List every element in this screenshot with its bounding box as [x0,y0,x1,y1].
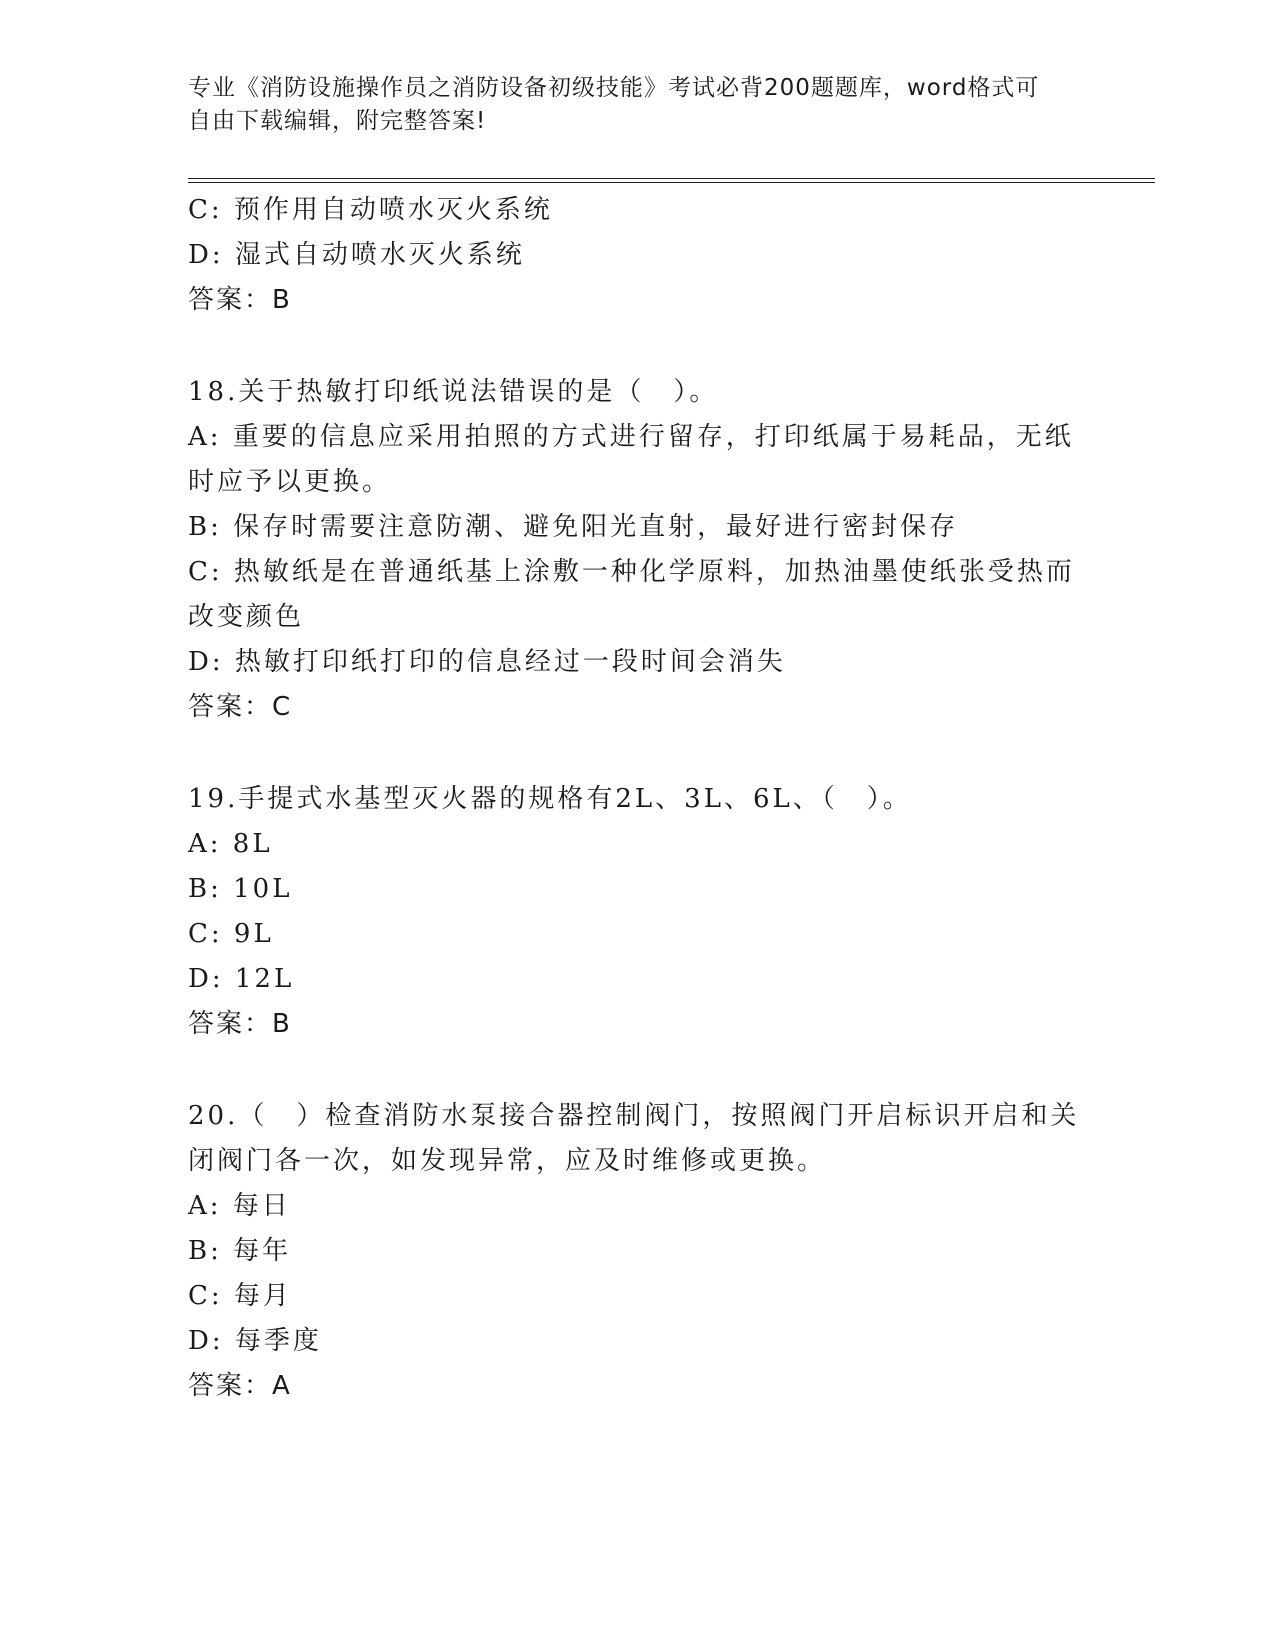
question-18 [188,370,1088,730]
option-b: B: 每年 [188,1236,292,1266]
option-c-line-1: C: 热敏纸是在普通纸基上涂敷一种化学原料，加热油墨使纸张受热而 [188,557,1075,587]
question-stem-line-1: 20.（ ）检查消防水泵接合器控制阀门，按照阀门开启标识开启和关 [188,1101,1080,1131]
question-19 [188,777,1088,1047]
header-divider-top [188,178,1155,179]
prev-question-tail [188,188,1088,323]
answer-line: 答案：B [188,285,292,315]
answer-line: 答案：A [188,1371,292,1401]
option-d: D: 湿式自动喷水灭火系统 [188,240,525,270]
option-a: A: 每日 [188,1191,291,1221]
question-list [188,188,1088,1409]
header-divider-bottom [188,182,1155,183]
option-b: B: 保存时需要注意防潮、避免阳光直射，最好进行密封保存 [188,512,959,542]
question-20 [188,1094,1088,1409]
header-line-2: 自由下载编辑，附完整答案! [188,108,487,134]
answer-line: 答案：C [188,692,293,722]
question-stem: 19.手提式水基型灭火器的规格有2L、3L、6L、（ ）。 [188,784,912,814]
header-line-1: 专业《消防设施操作员之消防设备初级技能》考试必背200题题库，word格式可 [188,75,1040,101]
option-c: C: 9L [188,919,274,949]
document-header [188,72,1088,138]
option-d: D: 12L [188,964,295,994]
option-d: D: 热敏打印纸打印的信息经过一段时间会消失 [188,647,786,677]
answer-line: 答案：B [188,1009,292,1039]
option-a: A: 8L [188,829,273,859]
option-a-line-2: 时应予以更换。 [188,467,392,497]
option-c: C: 每月 [188,1281,292,1311]
question-stem-line-2: 闭阀门各一次，如发现异常，应及时维修或更换。 [188,1146,827,1176]
question-stem: 18.关于热敏打印纸说法错误的是（ ）。 [188,377,719,407]
option-c-line-2: 改变颜色 [188,602,305,632]
option-d: D: 每季度 [188,1326,322,1356]
option-c: C: 预作用自动喷水灭火系统 [188,195,553,225]
option-a-line-1: A: 重要的信息应采用拍照的方式进行留存，打印纸属于易耗品，无纸 [188,422,1074,452]
option-b: B: 10L [188,874,293,904]
